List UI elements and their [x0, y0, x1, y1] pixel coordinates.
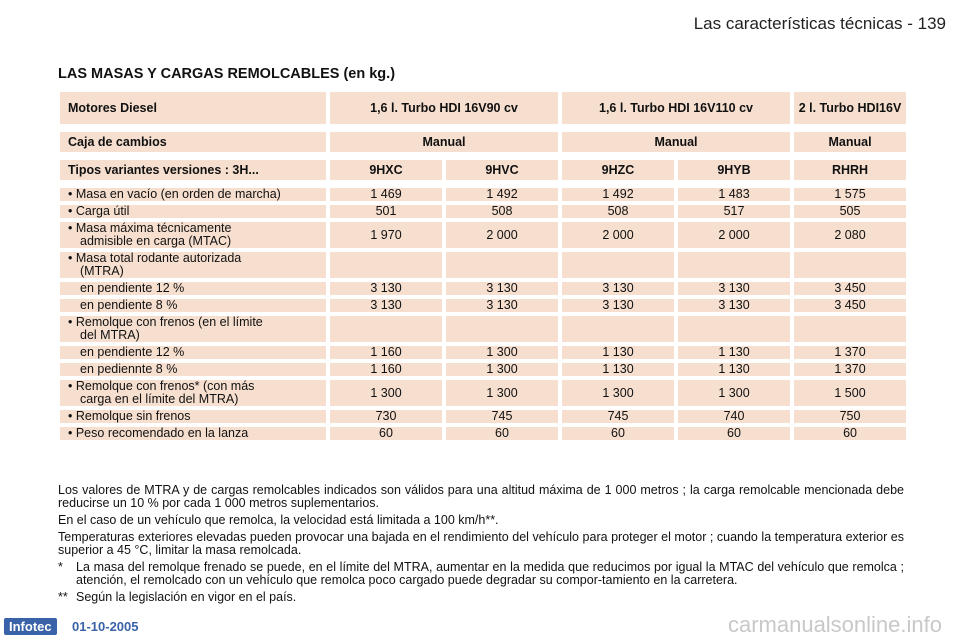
row-value: 745	[446, 410, 558, 423]
row-label: en pendiente 12 %	[60, 346, 326, 359]
variants-label: Tipos variantes versiones : 3H...	[60, 160, 326, 180]
footnote-2	[58, 591, 904, 604]
row-value: 3 130	[562, 299, 674, 312]
row-value	[446, 316, 558, 342]
row-label: • Masa total rodante autorizada (MTRA)	[60, 252, 326, 278]
row-value: 1 160	[330, 363, 442, 376]
row-value: 60	[794, 427, 906, 440]
gearbox-label: Caja de cambios	[60, 132, 326, 152]
row-value: 1 300	[446, 380, 558, 406]
row-value: 2 080	[794, 222, 906, 248]
row-label: • Remolque con frenos (en el límite del MTRA)	[60, 316, 326, 342]
row-value: 1 469	[330, 188, 442, 201]
row-value: 3 450	[794, 299, 906, 312]
variant-code: 9HXC	[330, 160, 442, 180]
row-value: 1 130	[562, 346, 674, 359]
table-row	[60, 205, 906, 218]
row-label: • Masa máxima técnicamente admisible en carga (MTAC)	[60, 222, 326, 248]
note-temperature: Temperaturas exteriores elevadas pueden provocar una bajada en el rendimiento del vehículo para proteger el motor ; cuando la temperatura exterior es superior a 45 °C, limitar la masa remolcada.	[58, 530, 904, 557]
row-label: en pediennte 8 %	[60, 363, 326, 376]
row-value: 1 575	[794, 188, 906, 201]
motor-row	[60, 92, 906, 124]
variant-code: 9HYB	[678, 160, 790, 180]
table-row	[60, 188, 906, 201]
row-value: 1 160	[330, 346, 442, 359]
row-value	[562, 316, 674, 342]
section-title: LAS MASAS Y CARGAS REMOLCABLES (en kg.)	[58, 66, 396, 82]
motor-header: 2 l. Turbo HDI16V	[794, 92, 906, 124]
row-value	[794, 316, 906, 342]
row-label: • Remolque sin frenos	[60, 410, 326, 423]
note-altitude: Los valores de MTRA y de cargas remolcables indicados son válidos para una altitud máxima de 1 000 metros ; la carga remolcable mencionada debe reducirse un 10 % por cada 1 000 metros suplementarios.	[58, 483, 904, 510]
row-value	[678, 252, 790, 278]
row-label: en pendiente 8 %	[60, 299, 326, 312]
page-header: Las características técnicas - 139	[693, 14, 946, 33]
table-row	[60, 299, 906, 312]
row-value	[446, 252, 558, 278]
variant-code: RHRH	[794, 160, 906, 180]
infotec-logo: Infotec	[4, 618, 57, 635]
footnote-1	[58, 561, 904, 587]
row-value: 3 450	[794, 282, 906, 295]
row-value: 1 130	[678, 346, 790, 359]
table-row	[60, 380, 906, 406]
row-value: 2 000	[678, 222, 790, 248]
row-value: 1 970	[330, 222, 442, 248]
row-value: 501	[330, 205, 442, 218]
row-value: 3 130	[446, 282, 558, 295]
doc-date: 01-10-2005	[72, 619, 139, 634]
row-value: 60	[330, 427, 442, 440]
gearbox-row	[60, 132, 906, 152]
row-value: 1 130	[562, 363, 674, 376]
table-row	[60, 252, 906, 278]
gearbox-value: Manual	[330, 132, 558, 152]
row-value: 508	[446, 205, 558, 218]
row-value: 3 130	[562, 282, 674, 295]
table-row	[60, 363, 906, 376]
row-label: • Remolque con frenos* (con más carga en el límite del MTRA)	[60, 380, 326, 406]
row-value	[794, 252, 906, 278]
row-value: 2 000	[562, 222, 674, 248]
motor-label: Motores Diesel	[60, 92, 326, 124]
gearbox-value: Manual	[562, 132, 790, 152]
row-value	[678, 316, 790, 342]
variants-row	[60, 160, 906, 180]
variant-code: 9HZC	[562, 160, 674, 180]
table-row	[60, 346, 906, 359]
notes	[58, 484, 904, 608]
footnote-text: La masa del remolque frenado se puede, en el límite del MTRA, aumentar en la medida que reducimos por igual la MTAC del vehículo que remolca ; atención, el remolcado con un vehículo que remolca poco cargado puede degradar su compor-tamiento en la carretera.	[76, 560, 904, 587]
row-value: 1 370	[794, 346, 906, 359]
specs-table	[56, 88, 910, 444]
row-value: 730	[330, 410, 442, 423]
row-label: en pendiente 12 %	[60, 282, 326, 295]
row-value: 1 483	[678, 188, 790, 201]
row-value: 1 300	[678, 380, 790, 406]
row-value: 1 300	[562, 380, 674, 406]
table-row	[60, 282, 906, 295]
row-value: 740	[678, 410, 790, 423]
row-value	[562, 252, 674, 278]
row-value: 508	[562, 205, 674, 218]
table-row	[60, 410, 906, 423]
note-speed: En el caso de un vehículo que remolca, la velocidad está limitada a 100 km/h**.	[58, 513, 499, 527]
motor-header: 1,6 l. Turbo HDI 16V110 cv	[562, 92, 790, 124]
row-value: 2 000	[446, 222, 558, 248]
footnote-text: Según la legislación en vigor en el país.	[76, 590, 297, 604]
row-value: 60	[446, 427, 558, 440]
row-value: 745	[562, 410, 674, 423]
row-value: 505	[794, 205, 906, 218]
motor-header: 1,6 l. Turbo HDI 16V90 cv	[330, 92, 558, 124]
table-row	[60, 316, 906, 342]
gearbox-value: Manual	[794, 132, 906, 152]
row-value: 3 130	[678, 299, 790, 312]
row-value: 1 500	[794, 380, 906, 406]
row-value: 3 130	[446, 299, 558, 312]
row-value: 517	[678, 205, 790, 218]
row-value: 1 300	[446, 363, 558, 376]
variant-code: 9HVC	[446, 160, 558, 180]
row-value: 3 130	[330, 299, 442, 312]
row-value: 750	[794, 410, 906, 423]
row-label: • Masa en vacío (en orden de marcha)	[60, 188, 326, 201]
row-value: 1 130	[678, 363, 790, 376]
row-value: 1 370	[794, 363, 906, 376]
row-value: 60	[562, 427, 674, 440]
row-value: 3 130	[678, 282, 790, 295]
footnote-mark: *	[58, 560, 63, 574]
row-value	[330, 316, 442, 342]
watermark: carmanualsonline.info	[727, 612, 942, 637]
footnote-mark: **	[58, 590, 68, 604]
row-value	[330, 252, 442, 278]
table-row	[60, 222, 906, 248]
row-value: 1 300	[330, 380, 442, 406]
row-value: 1 300	[446, 346, 558, 359]
row-label: • Peso recomendado en la lanza	[60, 427, 326, 440]
row-value: 60	[678, 427, 790, 440]
row-value: 1 492	[446, 188, 558, 201]
row-value: 1 492	[562, 188, 674, 201]
row-value: 3 130	[330, 282, 442, 295]
row-label: • Carga útil	[60, 205, 326, 218]
table-row	[60, 427, 906, 440]
